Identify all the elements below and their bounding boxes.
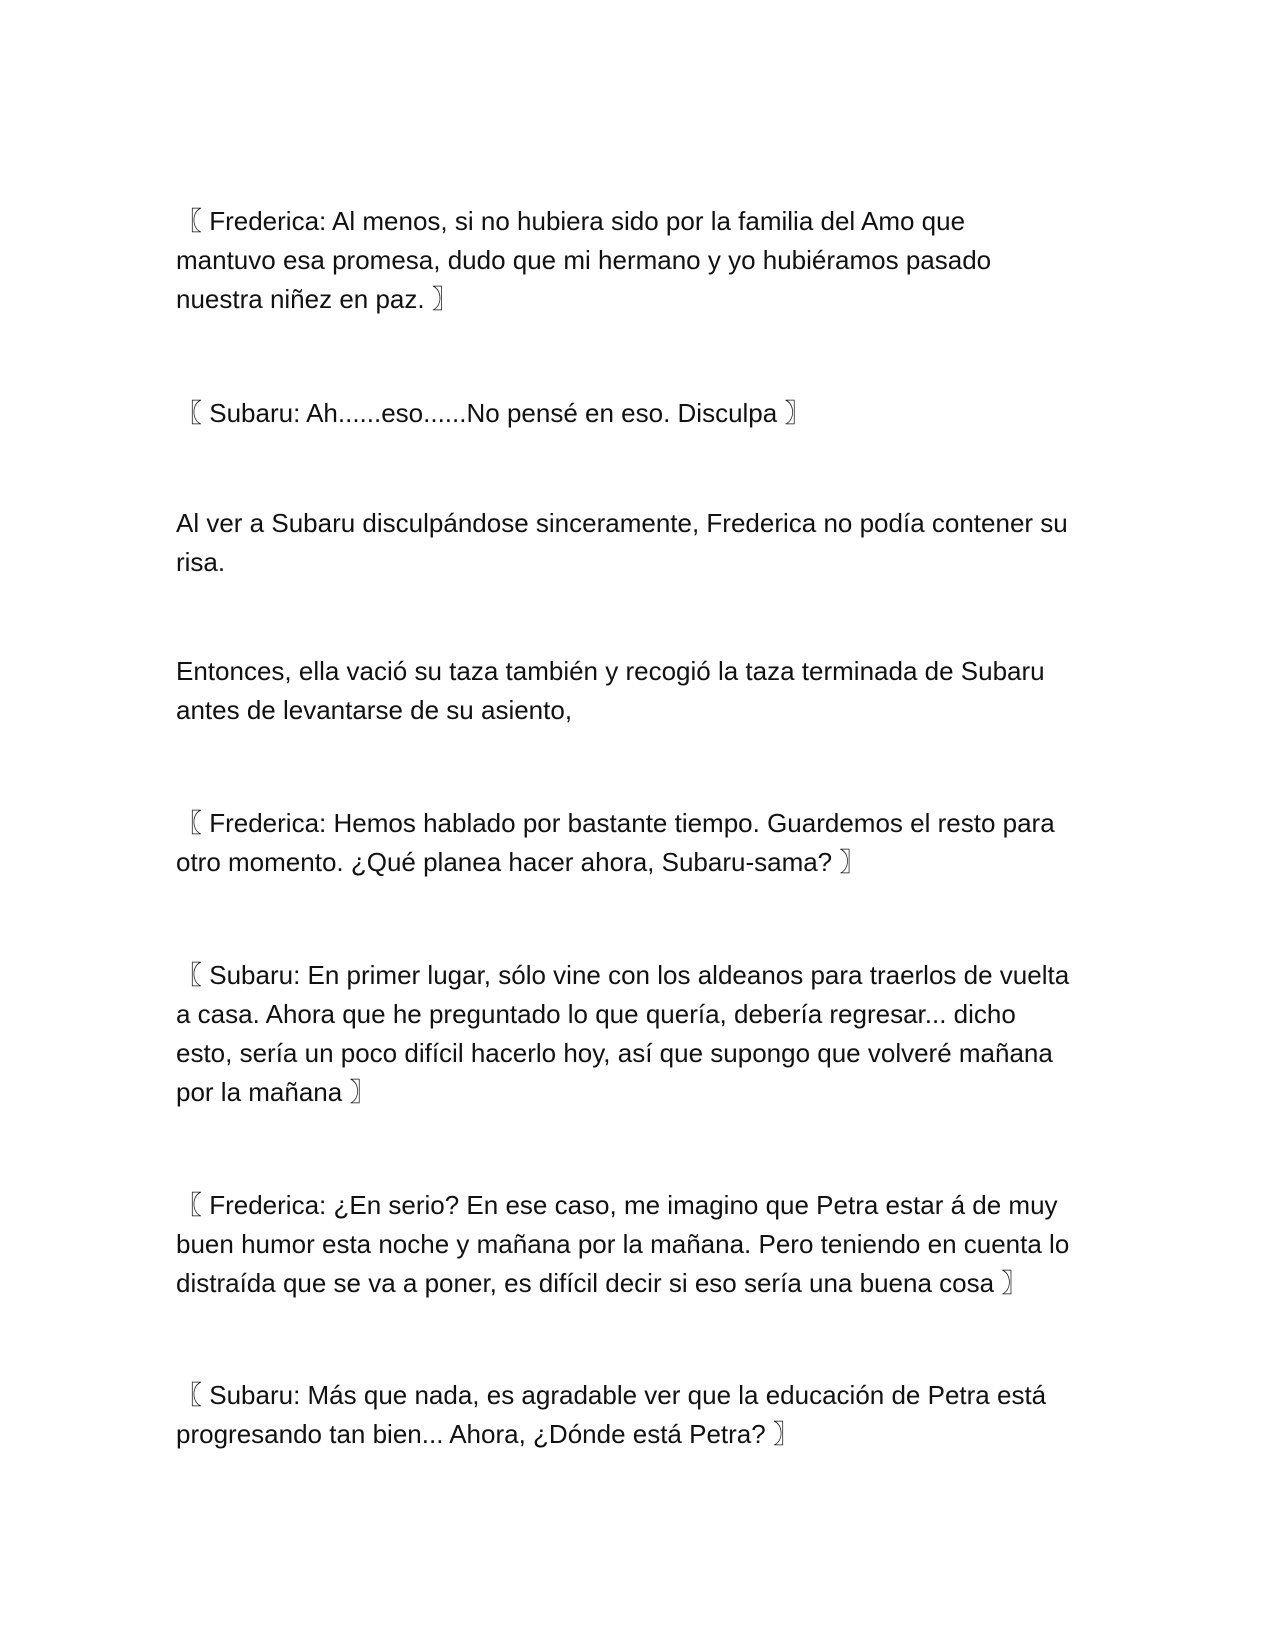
text-line: otro momento. ¿Qué planea hacer ahora, Subaru-sama? 〗: [176, 847, 866, 877]
text-line: esto, sería un poco difícil hacerlo hoy, así que supongo que volveré mañana: [176, 1038, 1053, 1068]
text-line: 〖 Frederica: ¿En serio? En ese caso, me imagino que Petra estar á de muy: [176, 1190, 1058, 1220]
text-line: 〖 Subaru: Ah......eso......No pensé en eso. Disculpa 〗: [176, 398, 811, 428]
paragraph-1: [176, 202, 1096, 319]
text-line: risa.: [176, 547, 226, 577]
paragraph-3: [176, 504, 1096, 582]
text-line: Al ver a Subaru disculpándose sinceramente, Frederica no podía contener su: [176, 508, 1068, 538]
text-line: a casa. Ahora que he preguntado lo que quería, debería regresar... dicho: [176, 999, 1016, 1029]
text-line: mantuvo esa promesa, dudo que mi hermano y yo hubiéramos pasado: [176, 245, 992, 275]
text-line: 〖 Frederica: Hemos hablado por bastante tiempo. Guardemos el resto para: [176, 808, 1055, 838]
text-line: antes de levantarse de su asiento,: [176, 695, 573, 725]
paragraph-4: [176, 652, 1096, 730]
text-line: Entonces, ella vació su taza también y recogió la taza terminada de Subaru: [176, 656, 1045, 686]
text-line: por la mañana 〗: [176, 1077, 376, 1107]
text-line: buen humor esta noche y mañana por la mañana. Pero teniendo en cuenta lo: [176, 1229, 1070, 1259]
text-line: 〖 Subaru: Más que nada, es agradable ver que la educación de Petra está: [176, 1380, 1047, 1410]
text-line: 〖 Subaru: En primer lugar, sólo vine con los aldeanos para traerlos de vuelta: [176, 960, 1070, 990]
text-line: distraída que se va a poner, es difícil decir si eso sería una buena cosa 〗: [176, 1268, 1028, 1298]
paragraph-2: [176, 394, 1096, 433]
text-line: nuestra niñez en paz. 〗: [176, 284, 458, 314]
text-line: progresando tan bien... Ahora, ¿Dónde está Petra? 〗: [176, 1419, 799, 1449]
paragraph-5: [176, 804, 1096, 882]
text-line: 〖 Frederica: Al menos, si no hubiera sido por la familia del Amo que: [176, 206, 966, 236]
paragraph-8: [176, 1376, 1096, 1454]
paragraph-7: [176, 1186, 1096, 1303]
paragraph-6: [176, 956, 1096, 1112]
